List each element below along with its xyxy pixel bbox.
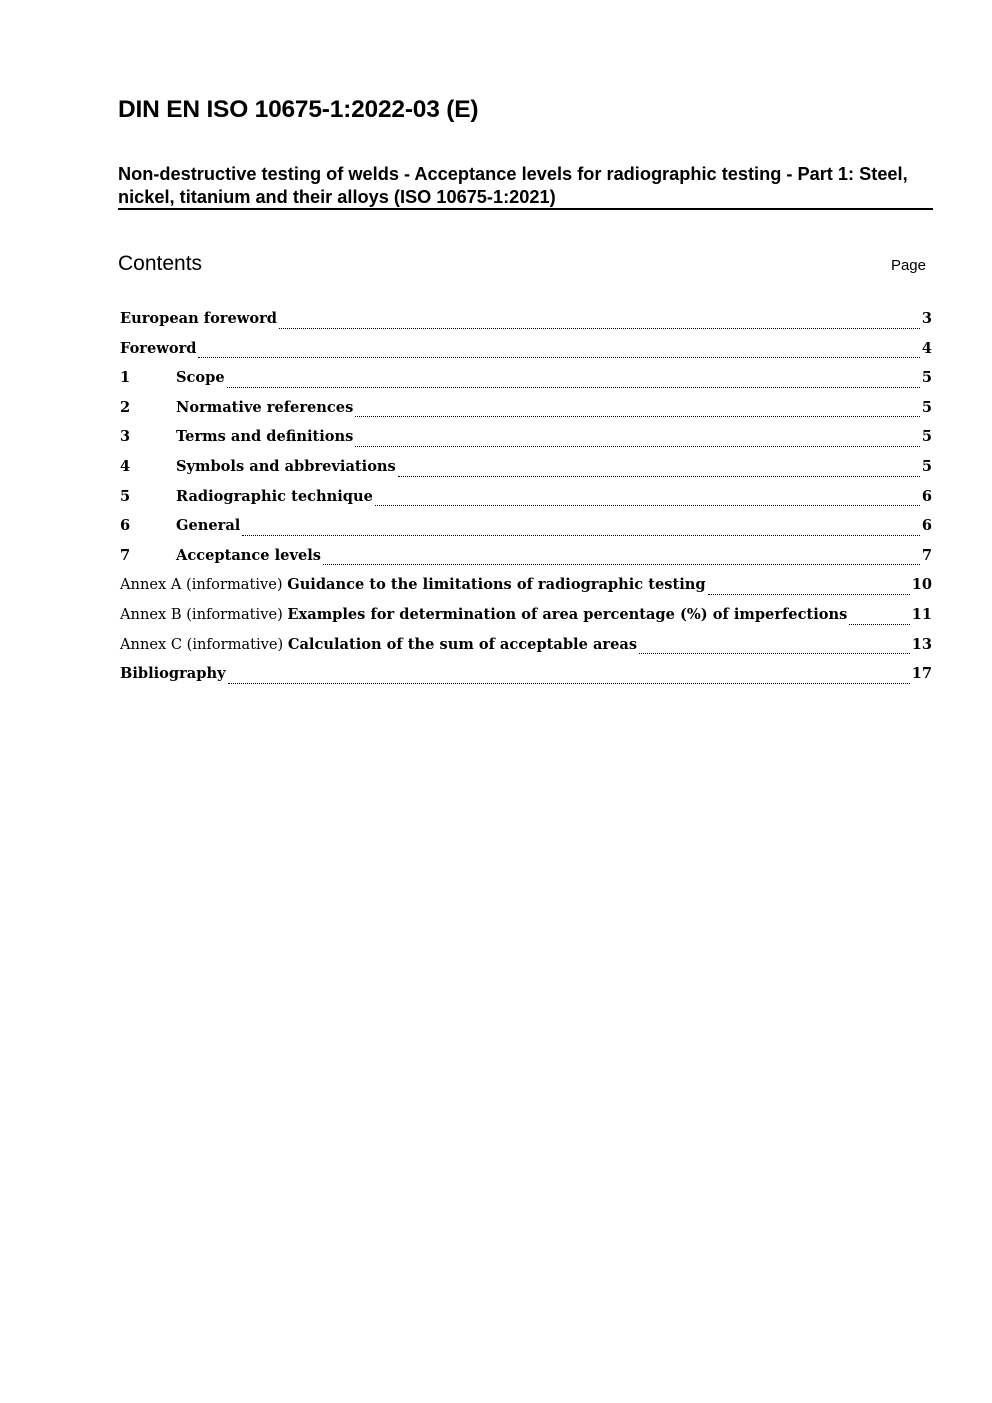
toc-entry-label: Terms and definitions bbox=[176, 428, 354, 446]
toc-entry-page: 5 bbox=[921, 457, 932, 475]
toc-entry-page: 5 bbox=[921, 428, 932, 446]
toc-entry-label: Examples for determination of area percentage (%) of imperfections bbox=[287, 605, 848, 623]
toc-entry-title bbox=[176, 456, 396, 478]
toc-entry-label: Guidance to the limitations of radiographic testing bbox=[287, 576, 706, 594]
toc-entry-title bbox=[176, 397, 353, 419]
toc-entry-number: 3 bbox=[120, 428, 131, 446]
contents-heading: Contents bbox=[118, 252, 203, 275]
toc-entry-title bbox=[120, 308, 277, 330]
toc-entry-title bbox=[176, 426, 353, 448]
toc-entry-label: Calculation of the sum of acceptable areas bbox=[287, 635, 638, 653]
toc-dot-leader bbox=[355, 445, 919, 447]
toc-entry-title bbox=[176, 515, 240, 537]
toc-entry-number: 1 bbox=[120, 369, 131, 387]
page-column-label: Page bbox=[890, 257, 926, 274]
toc-dot-leader bbox=[227, 386, 920, 388]
toc-entry-page: 5 bbox=[921, 398, 932, 416]
toc-entry[interactable] bbox=[120, 308, 932, 338]
toc-entry-label: European foreword bbox=[120, 310, 277, 327]
toc-entry[interactable] bbox=[120, 604, 932, 634]
toc-entry[interactable] bbox=[120, 456, 932, 486]
toc-entry[interactable] bbox=[120, 634, 932, 664]
toc-entry-annex-prefix: Annex A (informative) bbox=[120, 576, 288, 594]
toc-entry-page: 5 bbox=[921, 369, 932, 387]
toc-entry-annex-prefix: Annex C (informative) bbox=[120, 635, 288, 653]
toc-entry-number: 5 bbox=[120, 487, 131, 505]
document-title: DIN EN ISO 10675-1:2022-03 (E) bbox=[118, 96, 479, 123]
toc-dot-leader bbox=[198, 356, 919, 358]
toc-entry-page: 10 bbox=[911, 576, 932, 594]
toc-entry[interactable] bbox=[120, 486, 932, 516]
toc-entry[interactable] bbox=[120, 515, 932, 545]
toc-entry[interactable] bbox=[120, 397, 932, 427]
toc-dot-leader bbox=[398, 475, 920, 477]
toc-entry-label: Radiographic technique bbox=[176, 487, 373, 505]
toc-dot-leader bbox=[242, 534, 920, 536]
toc-entry-title bbox=[120, 663, 226, 685]
toc-entry-label: Acceptance levels bbox=[176, 546, 321, 564]
toc-entry-label: Normative references bbox=[176, 398, 354, 416]
toc-entry-number: 6 bbox=[120, 517, 131, 535]
toc-entry-title bbox=[176, 367, 225, 389]
toc-entry-annex-prefix: Annex B (informative) bbox=[120, 605, 288, 623]
toc-dot-leader bbox=[639, 652, 910, 654]
toc-entry-label: Scope bbox=[176, 369, 225, 387]
toc-dot-leader bbox=[279, 327, 920, 329]
toc-entry-title bbox=[120, 574, 706, 596]
toc-entry[interactable] bbox=[120, 663, 932, 693]
toc-entry-title bbox=[120, 634, 637, 656]
toc-entry-number: 2 bbox=[120, 398, 131, 416]
toc-entry-label: Bibliography bbox=[120, 665, 226, 683]
toc-dot-leader bbox=[708, 593, 910, 595]
toc-entry-page: 6 bbox=[921, 487, 932, 505]
toc-entry-page: 6 bbox=[921, 517, 932, 535]
document-subtitle: Non-destructive testing of welds - Acceptance levels for radiographic testing - Part 1: Steel, nickel, titanium and their alloys (ISO 10675-1:2021) bbox=[118, 163, 933, 210]
toc-entry-title bbox=[176, 545, 321, 567]
toc-dot-leader bbox=[355, 415, 920, 417]
toc-dot-leader bbox=[323, 563, 920, 565]
toc-entry-title bbox=[120, 338, 196, 360]
toc-entry[interactable] bbox=[120, 545, 932, 575]
toc-entry-label: Foreword bbox=[120, 339, 197, 357]
toc-entry-page: 3 bbox=[921, 310, 932, 327]
toc-entry[interactable] bbox=[120, 574, 932, 604]
toc-entry-page: 17 bbox=[911, 665, 932, 683]
toc-entry-number: 7 bbox=[120, 546, 131, 564]
toc-entry[interactable] bbox=[120, 367, 932, 397]
toc-entry-title bbox=[120, 604, 847, 626]
table-of-contents bbox=[120, 308, 932, 693]
toc-entry[interactable] bbox=[120, 338, 932, 368]
toc-entry-page: 4 bbox=[921, 339, 932, 357]
toc-entry-label: General bbox=[176, 517, 241, 535]
toc-entry-page: 7 bbox=[921, 546, 932, 564]
toc-dot-leader bbox=[375, 504, 920, 506]
toc-dot-leader bbox=[228, 682, 910, 684]
toc-entry[interactable] bbox=[120, 426, 932, 456]
toc-dot-leader bbox=[849, 623, 909, 625]
toc-entry-page: 13 bbox=[911, 635, 932, 653]
toc-entry-label: Symbols and abbreviations bbox=[176, 457, 396, 475]
toc-entry-page: 11 bbox=[911, 605, 932, 623]
toc-entry-title bbox=[176, 486, 373, 508]
toc-entry-number: 4 bbox=[120, 457, 131, 475]
